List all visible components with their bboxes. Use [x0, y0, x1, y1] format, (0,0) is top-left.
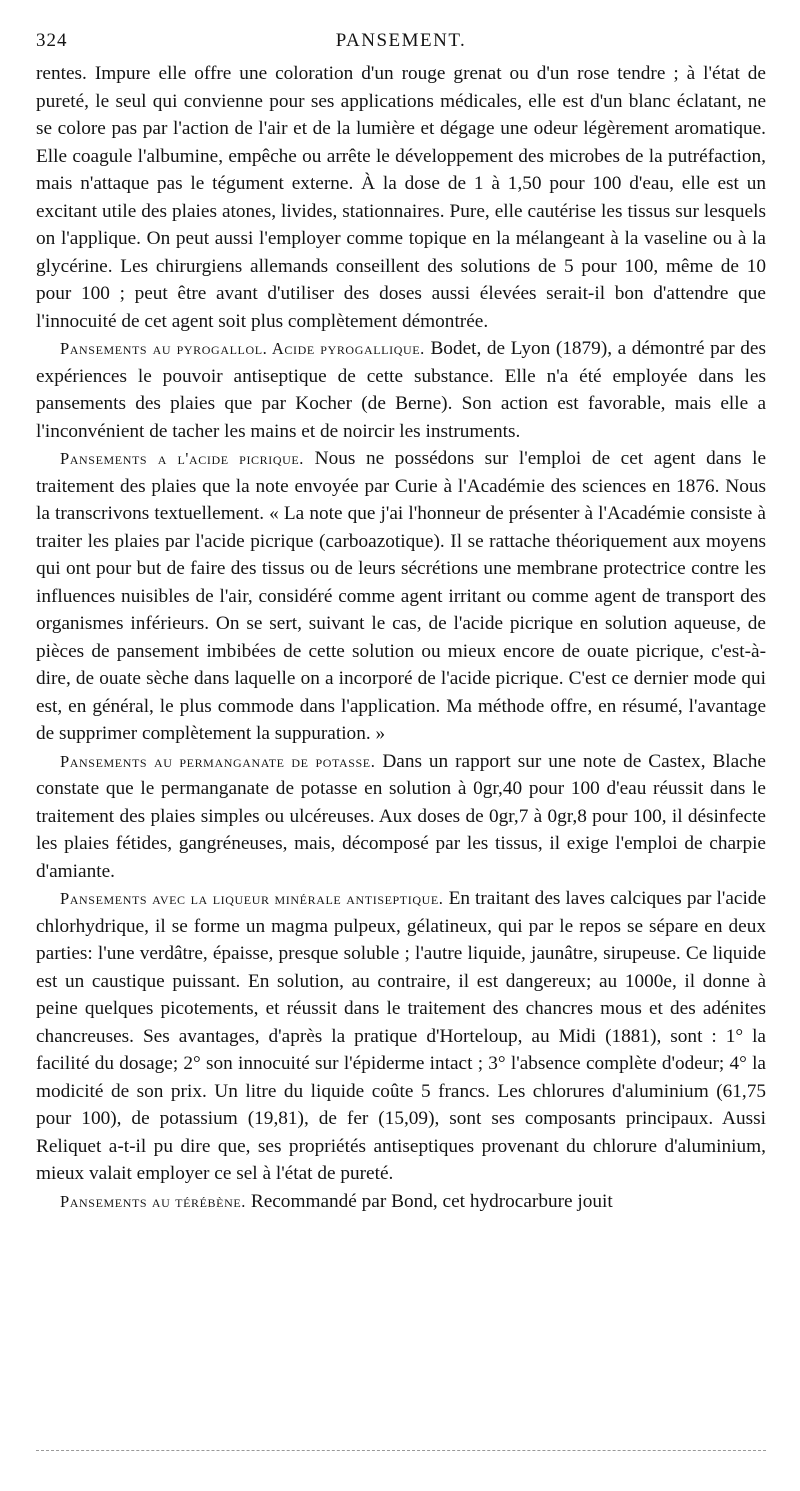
paragraph-terebene [36, 1188, 766, 1216]
paragraph-liqueur-minerale [36, 885, 766, 1188]
running-head [36, 30, 766, 60]
paragraph-text: Recommandé par Bond, cet hydrocarbure jouit [246, 1190, 613, 1212]
footer-rule [36, 1450, 766, 1451]
paragraph-text: Nous ne possédons sur l'emploi de cet agent dans le traitement des plaies que la note envoyée par Curie à l'Académie des sciences en 1876. Nous la transcrivons textuellement. « La note que j'ai l'honneur de présenter à l'Académie consiste à traiter les plaies par l'acide picrique (carboazotique). Il se rattache théoriquement aux moyens qui ont pour but de faire des tissus ou de leurs sécrétions une membrane protectrice contre les influences nuisibles de l'air, considéré comme agent irritant ou comme agent de transport des organismes inférieurs. On se sert, suivant le cas, de l'acide picrique en solution aqueuse, de pièces de pansement imbibées de cette solution ou mieux encore de ouate picrique, c'est-à-dire, de ouate sèche dans laquelle on a incorporé de l'acide picrique. C'est ce dernier mode qui est, en général, le plus commode dans l'application. Ma méthode offre, en résumé, l'avantage de supprimer complètement la suppuration. » [36, 448, 767, 744]
paragraph-text: En traitant des laves calciques par l'acide chlorhydrique, il se forme un magma pulpeux, gélatineux, qui par le repos se sépare en deux parties: l'une verdâtre, épaisse, presque soluble ; l'autre liquide, jaunâtre, sirupeuse. Ce liquide est un caustique puissant. En solution, au contraire, il est dangereux; au 1000e, il donne à peine quelques picotements, et réussit dans le traitement des chancres mous et des adénites chancreuses. Ses avantages, d'après la pratique d'Horteloup, au Midi (1881), sont : 1° la facilité du dosage; 2° son innocuité sur l'épiderme intact ; 3° l'absence complète d'odeur; 4° la modicité de son prix. Un litre du liquide coûte 5 francs. Les chlorures d'aluminium (61,75 pour 100), de potassium (19,81), de fer (15,09), sont ses composants principaux. Aussi Reliquet a-t-il pu dire que, ses propriétés antiseptiques provenant du chlorure d'aluminium, mieux valait employer ce sel à l'état de pureté. [36, 888, 767, 1184]
page-number: 324 [36, 30, 68, 51]
body-text [36, 60, 766, 1215]
section-heading: Pansements au permanganate de potasse. [60, 751, 376, 771]
running-title: PANSEMENT. [335, 30, 467, 51]
paragraph-text: rentes. Impure elle offre une coloration d'un rouge grenat ou d'un rose tendre ; à l'état de pureté, le seul qui convienne pour ses applications médicales, elle est d'un blanc éclatant, ne se colore pas par l'action de l'air et de la lumière et dégage une odeur légèrement aromatique. Elle coagule l'albumine, empêche ou arrête le développement des microbes de la putréfaction, mais n'attaque pas le tégument externe. À la dose de 1 à 1,50 pour 100 d'eau, elle est un excitant utile des plaies atones, livides, stationnaires. Pure, elle cautérise les tissus sur lesquels on l'applique. On peut aussi l'employer comme topique en la mélangeant à la vaseline ou à la glycérine. Les chirurgiens allemands conseillent des solutions de 5 pour 100, même de 10 pour 100 ; peut être avant d'utiliser des doses aussi élevées serait-il bon d'attendre que l'innocuité de cet agent soit plus complètement démontrée. [36, 63, 766, 332]
book-page [36, 30, 766, 1215]
paragraph-acide-picrique [36, 445, 766, 748]
paragraph-continuation [36, 60, 766, 335]
paragraph-text: Dans un rapport sur une note de Castex, Blache constate que le permanganate de potasse en solution à 0gr,40 pour 100 d'eau réussit dans le traitement des plaies simples ou ulcéreuses. Aux doses de 0gr,7 à 0gr,8 pour 100, il désinfecte les plaies fétides, gangréneuses, mais, décomposé par les tissus, il exige l'emploi de charpie d'amiante. [36, 750, 766, 882]
section-heading: Pansements a l'acide picrique. [60, 449, 305, 468]
section-heading: Pansements avec la liqueur minérale antiseptique. [60, 889, 444, 908]
section-heading: Pansements au térébène. [60, 1191, 247, 1211]
paragraph-pyrogallol [36, 335, 766, 445]
paragraph-text: Bodet, de Lyon (1879), a démontré par des expériences le pouvoir antiseptique de cette substance. Elle n'a été employée dans les pansements des plaies que par Kocher (de Berne). Son action est favorable, mais elle a l'inconvénient de tacher les mains et de noircir les instruments. [36, 338, 766, 442]
section-heading: Pansements au pyrogallol. Acide pyrogallique. [60, 339, 425, 358]
paragraph-permanganate [36, 748, 766, 886]
